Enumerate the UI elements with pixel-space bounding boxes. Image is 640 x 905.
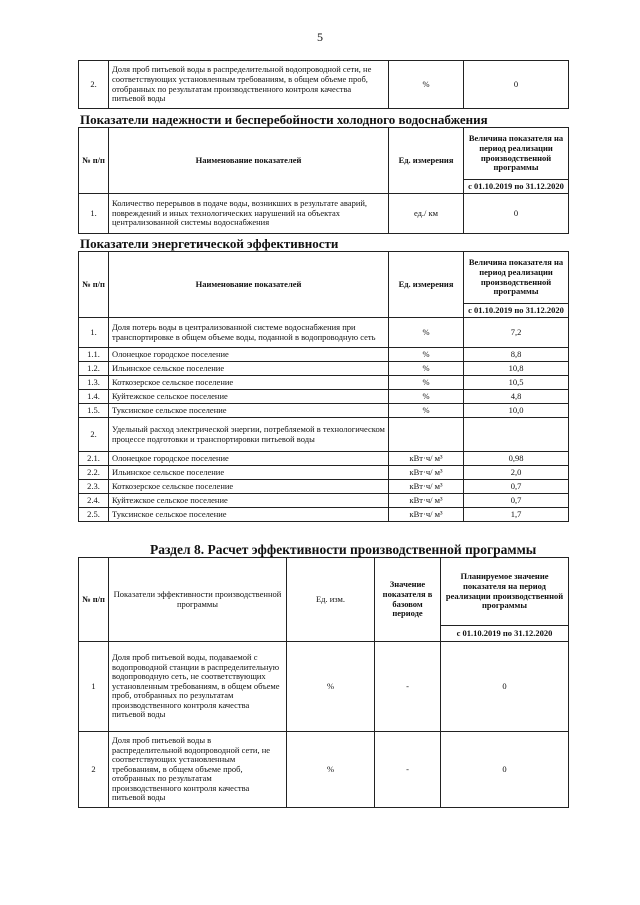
- unit-cell: кВт·ч/ м³: [389, 466, 464, 480]
- table-row: [79, 362, 569, 376]
- value-cell: 10,5: [464, 376, 569, 390]
- unit-cell: кВт·ч/ м³: [389, 508, 464, 522]
- indicator-name: Олонецкое городское поселение: [109, 452, 389, 466]
- row-number: 1.: [79, 318, 109, 348]
- row-number: 2.5.: [79, 508, 109, 522]
- row-number: 1.: [79, 194, 109, 234]
- unit-cell: ед./ км: [389, 194, 464, 234]
- table-row: [79, 480, 569, 494]
- table-row: [79, 390, 569, 404]
- unit-cell: кВт·ч/ м³: [389, 494, 464, 508]
- indicator-name: Ильинское сельское поселение: [109, 362, 389, 376]
- table-row: [79, 508, 569, 522]
- unit-cell: %: [389, 390, 464, 404]
- indicator-name: Олонецкое городское поселение: [109, 348, 389, 362]
- indicator-name: Доля потерь воды в централизованной системе водоснабжения при транспортировке в общем объеме воды, поданной в водопроводную сеть: [109, 318, 389, 348]
- indicator-name: Коткозерское сельское поселение: [109, 480, 389, 494]
- indicator-name: Доля проб питьевой воды в распределительной водопроводной сети, не соответствующих установленным требованиям, в общем объеме проб, отобранных по результатам производственного контроля качества питьевой воды: [109, 732, 287, 808]
- value-cell: 0,98: [464, 452, 569, 466]
- header-number: № п/п: [79, 252, 109, 318]
- row-number: 2.4.: [79, 494, 109, 508]
- value-cell: 4,8: [464, 390, 569, 404]
- value-cell: 0: [464, 61, 569, 109]
- efficiency-table: [78, 557, 569, 808]
- section-title-energy: Показатели энергетической эффективности: [80, 236, 339, 251]
- value-cell: 1,7: [464, 508, 569, 522]
- table-row: [79, 194, 569, 234]
- indicator-name: Количество перерывов в подаче воды, возникших в результате аварий, повреждений и иных технологических нарушений на объектах централизованной системы водоснабжения: [109, 194, 389, 234]
- indicator-name: Доля проб питьевой воды, подаваемой с водопроводной станции в распределительную водопроводную сеть, не соответствующих установленным требованиям, в общем объеме проб, отобранных по результатам производственного контроля качества питьевой воды: [109, 642, 287, 732]
- row-number: 2.: [79, 61, 109, 109]
- header-period: с 01.10.2019 по 31.12.2020: [464, 304, 569, 318]
- header-unit: Ед. изм.: [287, 558, 375, 642]
- unit-cell: кВт·ч/ м³: [389, 452, 464, 466]
- indicator-name: Доля проб питьевой воды в распределительной водопроводной сети, не соответствующих установленным требованиям, в общем объеме проб, отобранных по результатам производственного контроля качества питьевой воды: [109, 61, 389, 109]
- value-cell: 0,7: [464, 480, 569, 494]
- unit-cell: %: [287, 642, 375, 732]
- table-row: [79, 61, 569, 109]
- indicator-name: Туксинское сельское поселение: [109, 404, 389, 418]
- header-number: № п/п: [79, 128, 109, 194]
- unit-cell: %: [389, 348, 464, 362]
- unit-cell: %: [389, 61, 464, 109]
- row-number: 2.2.: [79, 466, 109, 480]
- value-cell: 0,7: [464, 494, 569, 508]
- section-title-efficiency: Раздел 8. Расчет эффективности производственной программы: [150, 542, 537, 557]
- row-number: 2.3.: [79, 480, 109, 494]
- base-cell: -: [375, 642, 441, 732]
- header-unit: Ед. измерения: [389, 128, 464, 194]
- header-period: с 01.10.2019 по 31.12.2020: [441, 626, 569, 642]
- table-row: [79, 376, 569, 390]
- header-number: № п/п: [79, 558, 109, 642]
- energy-table: [78, 251, 569, 522]
- row-number: 1.1.: [79, 348, 109, 362]
- indicator-name: Удельный расход электрической энергии, потребляемой в технологическом процессе подготовки и транспортировки питьевой воды: [109, 418, 389, 452]
- table-row: [79, 404, 569, 418]
- header-name: Показатели эффективности производственной программы: [109, 558, 287, 642]
- row-number: 2.: [79, 418, 109, 452]
- header-unit: Ед. измерения: [389, 252, 464, 318]
- table-row: [79, 732, 569, 808]
- value-cell: 8,8: [464, 348, 569, 362]
- row-number: 2: [79, 732, 109, 808]
- indicator-name: Ильинское сельское поселение: [109, 466, 389, 480]
- page-number: 5: [317, 30, 323, 44]
- header-base: Значение показателя в базовом периоде: [375, 558, 441, 642]
- row-number: 1.3.: [79, 376, 109, 390]
- unit-cell: %: [389, 404, 464, 418]
- header-period: с 01.10.2019 по 31.12.2020: [464, 180, 569, 194]
- value-cell: 2,0: [464, 466, 569, 480]
- unit-cell: %: [389, 376, 464, 390]
- section-title-reliability: Показатели надежности и бесперебойности холодного водоснабжения: [80, 112, 488, 127]
- table-row: [79, 418, 569, 452]
- table-row: [79, 642, 569, 732]
- table-row: [79, 318, 569, 348]
- row-number: 1.2.: [79, 362, 109, 376]
- header-value: Величина показателя на период реализации производственной программы: [464, 128, 569, 180]
- indicator-name: Куйтежское сельское поселение: [109, 494, 389, 508]
- header-name: Наименование показателей: [109, 252, 389, 318]
- value-cell: 7,2: [464, 318, 569, 348]
- unit-cell: %: [389, 362, 464, 376]
- indicator-name: Куйтежское сельское поселение: [109, 390, 389, 404]
- header-value: Величина показателя на период реализации производственной программы: [464, 252, 569, 304]
- row-number: 1: [79, 642, 109, 732]
- value-cell: 0: [441, 642, 569, 732]
- value-cell: 0: [464, 194, 569, 234]
- unit-cell: кВт·ч/ м³: [389, 480, 464, 494]
- unit-cell: %: [287, 732, 375, 808]
- table-row: [79, 452, 569, 466]
- table-row: [79, 494, 569, 508]
- unit-cell: %: [389, 318, 464, 348]
- row-number: 1.5.: [79, 404, 109, 418]
- indicator-name: Туксинское сельское поселение: [109, 508, 389, 522]
- row-number: 2.1.: [79, 452, 109, 466]
- unit-cell: [389, 418, 464, 452]
- table-row: [79, 348, 569, 362]
- base-cell: -: [375, 732, 441, 808]
- header-name: Наименование показателей: [109, 128, 389, 194]
- continuation-table: [78, 60, 569, 109]
- value-cell: 10,0: [464, 404, 569, 418]
- value-cell: 10,8: [464, 362, 569, 376]
- value-cell: [464, 418, 569, 452]
- row-number: 1.4.: [79, 390, 109, 404]
- value-cell: 0: [441, 732, 569, 808]
- table-row: [79, 466, 569, 480]
- reliability-table: [78, 127, 569, 234]
- header-plan: Планируемое значение показателя на период реализации производственной программы: [441, 558, 569, 626]
- indicator-name: Коткозерское сельское поселение: [109, 376, 389, 390]
